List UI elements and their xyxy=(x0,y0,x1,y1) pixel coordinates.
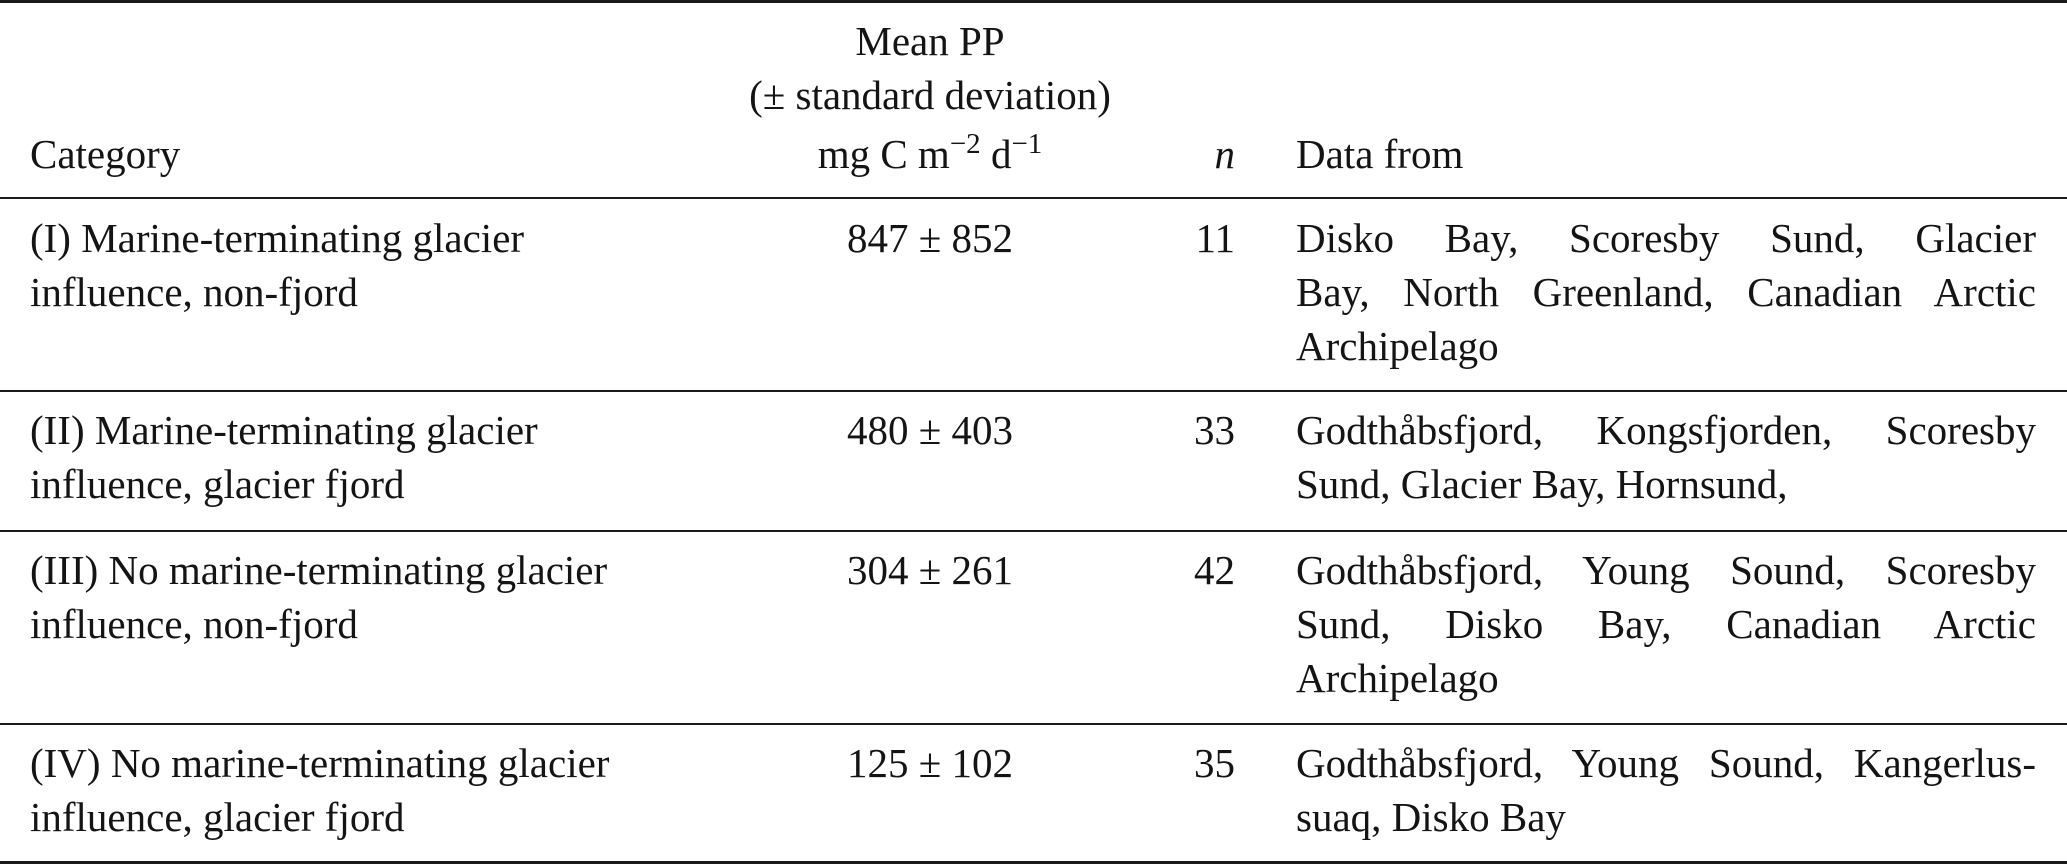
source-line: Sund, Disko Bay, Canadian Arctic xyxy=(1296,601,2036,647)
row-data-from xyxy=(1296,736,2036,844)
row-category-line: influence, non-fjord xyxy=(30,601,358,647)
row-category-line: influence, glacier fjord xyxy=(30,461,405,507)
header-unit xyxy=(660,127,1200,181)
header-n: n xyxy=(1214,131,1235,177)
row-mean-pp: 480 ± 403 xyxy=(846,407,1013,453)
header-mean-line2: (± standard deviation) xyxy=(749,72,1111,118)
source-line: Archipelago xyxy=(1296,655,1499,701)
row-category-line: (IV) No marine-terminating glacier xyxy=(30,740,610,786)
row-n: 33 xyxy=(1194,407,1235,453)
source-line: Godthåbsfjord, Young Sound, Scoresby xyxy=(1296,547,2036,593)
row-category-line: influence, glacier fjord xyxy=(30,794,405,840)
header-category: Category xyxy=(30,131,181,177)
row-data-from xyxy=(1296,543,2036,705)
header-data-from: Data from xyxy=(1296,131,1464,177)
source-line: Sund, Glacier Bay, Hornsund, xyxy=(1296,461,1788,507)
row-mean-pp: 304 ± 261 xyxy=(846,547,1013,593)
source-line: Godthåbsfjord, Kongsfjorden, Scoresby xyxy=(1296,407,2036,453)
source-line: Godthåbsfjord, Young Sound, Kangerlus- xyxy=(1296,740,2036,786)
row-data-from xyxy=(1296,211,2036,373)
row-n: 11 xyxy=(1195,215,1235,261)
source-line: Disko Bay, Scoresby Sund, Glacier xyxy=(1296,215,2036,261)
row-mean-pp: 847 ± 852 xyxy=(846,215,1013,261)
row-divider xyxy=(0,390,2067,392)
row-category-line: (I) Marine-terminating glacier xyxy=(30,215,525,261)
table-top-rule xyxy=(0,0,2067,3)
source-line: Archipelago xyxy=(1296,323,1499,369)
unit-exponent-1: −2 xyxy=(949,128,981,160)
header-mean-line1: Mean PP xyxy=(855,18,1005,64)
row-n: 35 xyxy=(1194,740,1235,786)
unit-base-2: d xyxy=(980,131,1012,177)
row-mean-pp: 125 ± 102 xyxy=(846,740,1013,786)
unit-base-1: mg C m xyxy=(817,131,950,177)
row-category-line: (II) Marine-terminating glacier xyxy=(30,407,538,453)
row-divider xyxy=(0,530,2067,532)
row-category-line: influence, non-fjord xyxy=(30,269,358,315)
row-data-from xyxy=(1296,403,2036,511)
source-line: Bay, North Greenland, Canadian Arctic xyxy=(1296,269,2036,315)
row-divider xyxy=(0,723,2067,725)
header-bottom-rule xyxy=(0,197,2067,199)
row-n: 42 xyxy=(1194,547,1235,593)
source-line: suaq, Disko Bay xyxy=(1296,794,1566,840)
unit-exponent-2: −1 xyxy=(1011,128,1043,160)
row-category-line: (III) No marine-terminating glacier xyxy=(30,547,608,593)
